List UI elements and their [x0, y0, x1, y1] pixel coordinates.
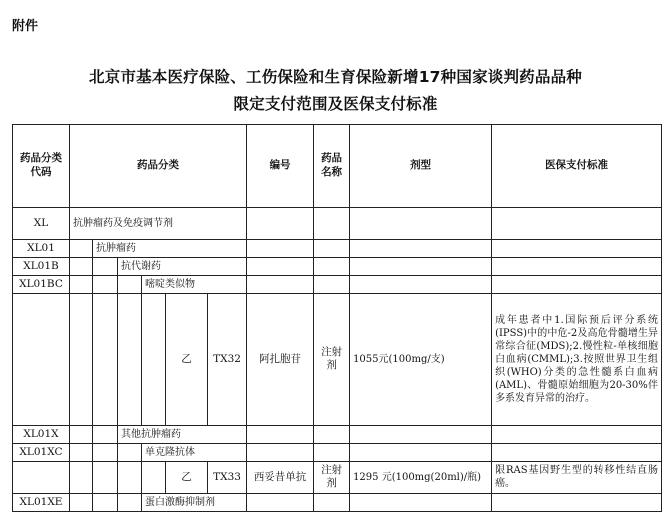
table-row	[13, 257, 662, 275]
table-row	[13, 425, 662, 443]
table-row	[13, 443, 662, 461]
category-code: XL01	[13, 239, 70, 257]
header-category: 药品分类	[70, 125, 247, 208]
category-name: 单克隆抗体	[142, 443, 247, 461]
category-code: XL01XE	[13, 493, 70, 511]
table-row	[13, 275, 662, 293]
payment-standard: 1295 元(100mg(20ml)/瓶)	[350, 461, 492, 493]
category-code: XL01X	[13, 425, 70, 443]
header-number: 编号	[247, 125, 314, 208]
table-row	[13, 239, 662, 257]
attachment-label: 附件	[12, 19, 39, 34]
table-header-row	[13, 125, 662, 208]
category-code: XL01XC	[13, 443, 70, 461]
table-row	[13, 293, 662, 425]
dosage-form: 注射剂	[314, 293, 350, 425]
category-name: 其他抗肿瘤药	[118, 425, 247, 443]
category-code: XL01B	[13, 257, 70, 275]
category-name: 嘧啶类似物	[142, 275, 247, 293]
category-name: 抗肿瘤药及免疫调节剂	[70, 207, 247, 239]
category-code: XL01BC	[13, 275, 70, 293]
insurance-grade: 乙	[166, 461, 208, 493]
header-name: 药品名称	[314, 125, 350, 208]
dosage-form: 注射剂	[314, 461, 350, 493]
drug-name: 阿扎胞苷	[247, 293, 314, 425]
header-price: 医保支付标准	[492, 125, 662, 208]
header-code: 药品分类代码	[13, 125, 70, 208]
drug-number: TX32	[208, 293, 247, 425]
category-name: 抗代谢药	[118, 257, 247, 275]
document-subtitle: 限定支付范围及医保支付标准	[233, 95, 438, 113]
payment-scope: 限RAS基因野生型的转移性结直肠癌。	[492, 461, 662, 493]
document-title: 北京市基本医疗保险、工伤保险和生育保险新增17种国家谈判药品品种	[89, 68, 582, 86]
payment-standard: 1055元(100mg/支)	[350, 293, 492, 425]
category-code: XL	[13, 207, 70, 239]
drug-table	[12, 124, 662, 512]
table-row	[13, 207, 662, 239]
payment-scope: 成年患者中1.国际预后评分系统(IPSS)中的中危-2及高危骨髓增生异常综合征(MDS);2.慢性粒-单核细胞白血病(CMML);3.按照世界卫生组织(WHO)分类的急性髓系白血病(AML)、骨髓原始细胞为20-30%伴多系发育异常的治疗。	[492, 293, 662, 425]
insurance-grade: 乙	[166, 293, 208, 425]
category-name: 抗肿瘤药	[93, 239, 247, 257]
table-row	[13, 493, 662, 511]
category-name: 蛋白激酶抑制剂	[142, 493, 247, 511]
table-row	[13, 461, 662, 493]
drug-name: 西妥昔单抗	[247, 461, 314, 493]
header-form: 剂型	[350, 125, 492, 208]
drug-number: TX33	[208, 461, 247, 493]
